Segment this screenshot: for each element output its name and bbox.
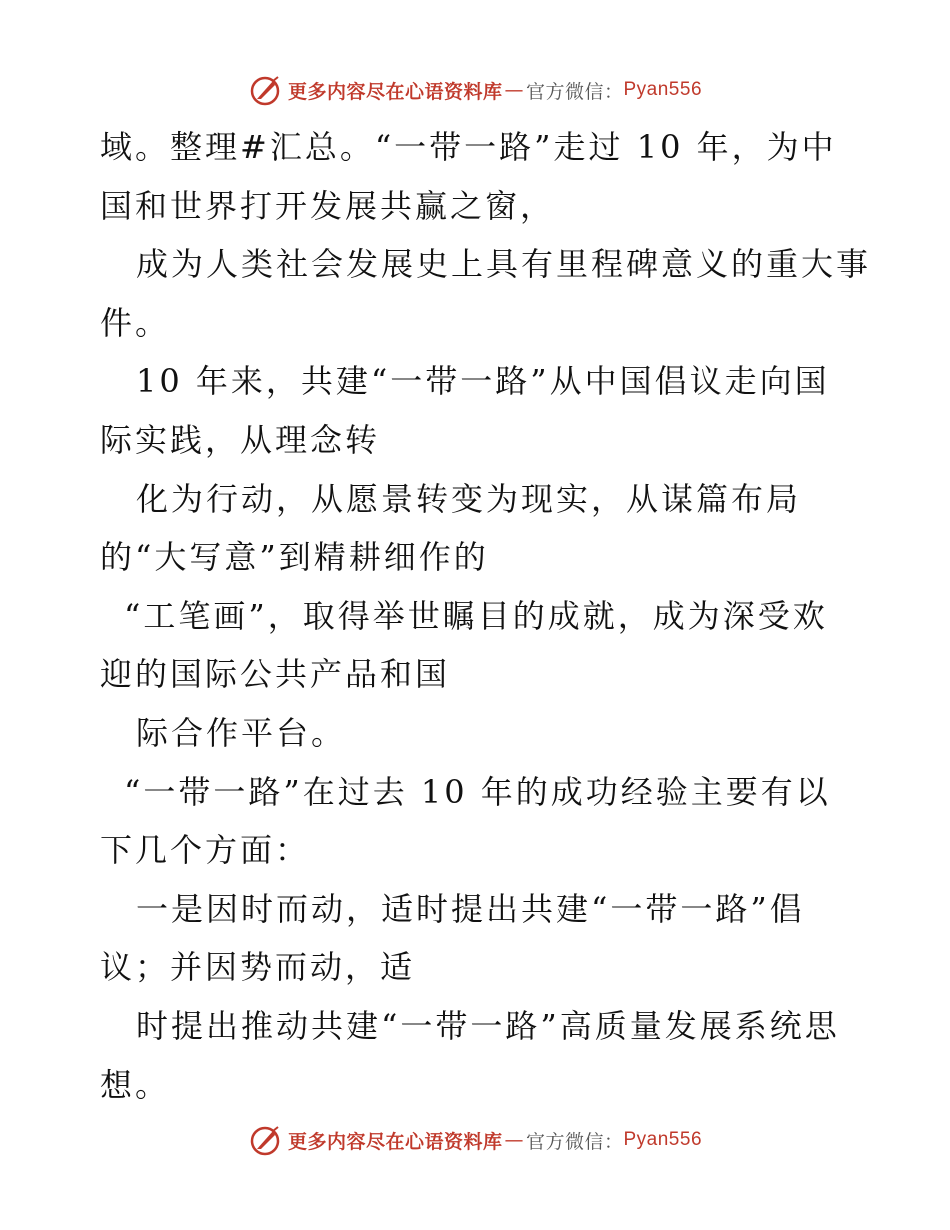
document-body xyxy=(100,118,872,1114)
text-line: 时提出推动共建“一带一路”高质量发展系统思 xyxy=(136,1006,840,1045)
text-line: 下几个方面： xyxy=(100,831,311,870)
text-line: 成为人类社会发展史上具有里程碑意义的重大事 xyxy=(136,245,872,284)
feather-pen-logo-icon xyxy=(248,73,282,107)
text-line: 的“大写意”到精耕细作的 xyxy=(100,538,489,577)
text-line: 一是因时而动，适时提出共建“一带一路”倡 xyxy=(136,889,805,928)
text-line: “一带一路”在过去 10 年的成功经验主要有以 xyxy=(124,772,831,811)
text-line: 迎的国际公共产品和国 xyxy=(100,655,451,694)
text-line: 议；并因势而动，适 xyxy=(100,948,416,987)
text-line: 域。整理#汇总。“一带一路”走过 10 年，为中 xyxy=(100,128,837,166)
watermark-wechat-id: Pyan556 xyxy=(623,1129,703,1150)
text-line: “工笔画”，取得举世瞩目的成就，成为深受欢 xyxy=(124,596,828,635)
text-line: 想。 xyxy=(100,1065,171,1104)
watermark-dash: — xyxy=(504,1129,524,1151)
watermark-wechat-id: Pyan556 xyxy=(623,79,703,100)
watermark-dash: — xyxy=(504,79,524,101)
text-line: 化为行动，从愿景转变为现实，从谋篇布局 xyxy=(136,479,802,518)
watermark-official-label: 官方微信： xyxy=(525,80,624,103)
text-line: 际实践，从理念转 xyxy=(100,420,381,459)
footer-watermark xyxy=(0,1120,950,1160)
watermark-text: 更多内容尽在心语资料库 xyxy=(287,1130,503,1153)
watermark-official-label: 官方微信： xyxy=(525,1130,624,1153)
text-line: 10 年来，共建“一带一路”从中国倡议走向国 xyxy=(136,362,830,401)
watermark-text: 更多内容尽在心语资料库 xyxy=(287,80,503,103)
text-line: 际合作平台。 xyxy=(136,713,347,752)
feather-pen-logo-icon xyxy=(248,1123,282,1157)
header-watermark xyxy=(0,70,950,110)
text-line: 国和世界打开发展共赢之窗， xyxy=(100,186,556,225)
text-line: 件。 xyxy=(100,303,171,342)
